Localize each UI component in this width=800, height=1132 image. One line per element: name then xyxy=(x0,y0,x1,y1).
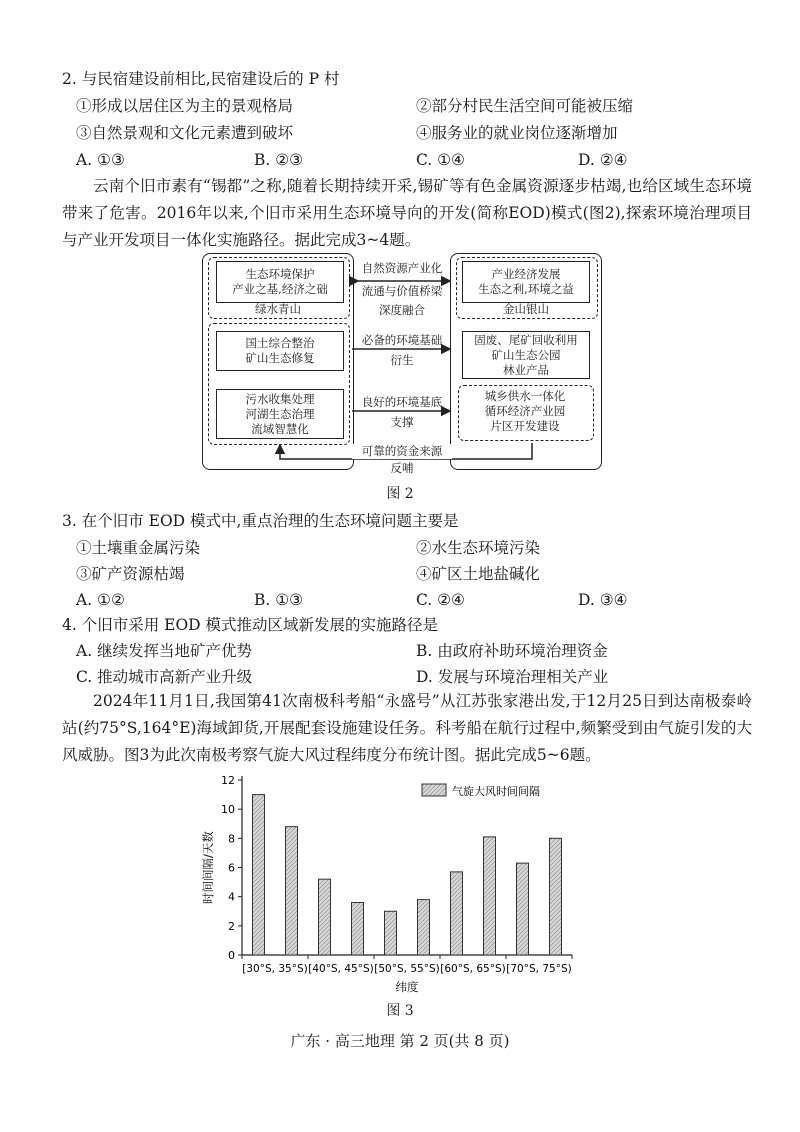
y-tick-label: 10 xyxy=(221,803,235,817)
label-deep-integration: 深度融合 xyxy=(379,303,425,317)
label-mid-mid-1: 必备的环境基础 xyxy=(361,333,443,347)
label-mid-bot-1: 良好的环境基底 xyxy=(361,395,443,409)
y-tick-label: 2 xyxy=(228,919,235,933)
y-tick-label: 0 xyxy=(228,949,235,962)
box-tailings-recycling xyxy=(462,331,590,379)
q3-statement-2: ②水生态环境污染 xyxy=(416,539,541,557)
q2-option-d: D. ②④ xyxy=(578,151,628,169)
label-resource-industrialization: 自然资源产业化 xyxy=(361,261,443,275)
q3-statement-4: ④矿区土地盐碱化 xyxy=(416,565,541,583)
x-tick-label: [30°S, 35°S) xyxy=(242,963,308,975)
x-tick-label: [50°S, 55°S) xyxy=(374,963,440,975)
y-tick-label: 12 xyxy=(221,774,235,787)
passage-eod: 云南个旧市素有“锡都”之称,随着长期持续开采,锡矿等有色金属资源逐步枯竭,也给区域生态环境带来了危害。2016年以来,个旧市采用生态环境导向的开发(简称EOD)模式(图2),探索环境治理项目与产业开发项目一体化实施路径。据此完成3~4题。 xyxy=(62,177,752,249)
q4-option-c: C. 推动城市高新产业升级 xyxy=(76,668,253,686)
label-eco-protection: 生态环境保护 xyxy=(245,267,315,281)
y-tick-label: 4 xyxy=(228,890,235,904)
label-mine-restoration: 矿山生态修复 xyxy=(245,351,315,365)
label-sewage: 污水收集处理 xyxy=(245,391,315,406)
q3-option-c: C. ②④ xyxy=(416,591,465,609)
label-district-dev: 片区开发建设 xyxy=(490,419,560,433)
x-tick-label: [40°S, 45°S) xyxy=(308,963,374,975)
q2-statement-4: ④服务业的就业岗位逐渐增加 xyxy=(416,124,618,142)
figure-2-caption: 图 2 xyxy=(386,486,414,502)
label-tailings: 固废、尾矿回收利用 xyxy=(474,332,578,347)
label-mid-bot-2: 支撑 xyxy=(390,415,414,429)
label-circular-park: 循环经济产业园 xyxy=(484,404,566,418)
figure-3-chart xyxy=(200,770,600,1000)
label-mid-top-2: 流通与价值桥梁 xyxy=(361,284,443,298)
y-axis-title: 时间间隔/天数 xyxy=(201,831,215,904)
x-axis-title: 纬度 xyxy=(395,980,419,994)
q3-statement-3: ③矿产资源枯竭 xyxy=(76,565,185,583)
label-land-remediation: 国土综合整治 xyxy=(245,336,315,350)
legend-swatch xyxy=(422,784,446,796)
label-green-mountains: 绿水青山 xyxy=(255,302,301,316)
y-tick-label: 6 xyxy=(228,861,235,875)
q3-statement-1: ①土壤重金属污染 xyxy=(76,539,201,557)
bar xyxy=(385,911,397,955)
q3-option-d: D. ③④ xyxy=(578,591,628,609)
box-sewage-treatment xyxy=(216,389,344,439)
q2-option-b: B. ②③ xyxy=(254,151,304,169)
q2-statement-1: ①形成以居住区为主的景观格局 xyxy=(76,97,294,115)
bar xyxy=(286,827,298,955)
legend-label: 气旋大风时间间隔 xyxy=(452,785,540,798)
label-mid-mid-2: 衍生 xyxy=(390,353,414,367)
label-funding: 可靠的资金来源 xyxy=(352,444,452,459)
label-water-supply: 城乡供水一体化 xyxy=(484,389,566,403)
box-water-supply xyxy=(458,389,592,434)
q2-statement-2: ②部分村民生活空间可能被压缩 xyxy=(416,97,634,115)
q2-option-a: A. ①③ xyxy=(76,151,125,169)
y-tick-label: 8 xyxy=(228,832,235,846)
bar xyxy=(550,838,562,955)
q3-option-b: B. ①③ xyxy=(254,591,304,609)
bar xyxy=(484,837,496,955)
label-mine-park: 矿山生态公园 xyxy=(491,347,561,362)
q3-stem: 3. 在个旧市 EOD 模式中,重点治理的生态环境问题主要是 xyxy=(62,512,459,530)
q2-statement-3: ③自然景观和文化元素遭到破坏 xyxy=(76,124,294,142)
label-mid-top xyxy=(352,261,452,276)
label-forestry: 林业产品 xyxy=(503,362,549,377)
label-industry-development: 产业经济发展 xyxy=(491,267,561,281)
label-feedback: 反哺 xyxy=(390,461,414,475)
bar xyxy=(253,795,265,955)
bar xyxy=(319,879,331,955)
label-eco-benefit: 生态之利,环境之益 xyxy=(478,282,574,296)
x-tick-label: [60°S, 65°S) xyxy=(440,963,506,975)
bar xyxy=(418,900,430,955)
label-gold-mountains: 金山银山 xyxy=(503,302,549,316)
q4-option-b: B. 由政府补助环境治理资金 xyxy=(416,642,608,660)
q4-stem: 4. 个旧市采用 EOD 模式推动区域新发展的实施路径是 xyxy=(62,616,439,634)
bar xyxy=(352,903,364,956)
figure-3-caption: 图 3 xyxy=(386,1003,414,1019)
page-footer: 广东 · 高三地理 第 2 页(共 8 页) xyxy=(290,1032,510,1050)
q2-option-c: C. ①④ xyxy=(416,151,465,169)
box-industry-development xyxy=(462,261,590,303)
q3-option-a: A. ①② xyxy=(76,591,125,609)
q4-option-d: D. 发展与环境治理相关产业 xyxy=(416,668,609,686)
bar xyxy=(451,872,463,955)
label-river-lake: 河湖生态治理 xyxy=(245,406,315,421)
label-eco-foundation: 产业之基,经济之础 xyxy=(232,282,328,296)
bar xyxy=(517,863,529,955)
x-tick-label: [70°S, 75°S) xyxy=(506,963,572,975)
box-land-remediation xyxy=(216,331,344,371)
q2-stem: 2. 与民宿建设前相比,民宿建设后的 P 村 xyxy=(62,70,340,88)
figure-2-diagram xyxy=(200,253,604,475)
label-smart-basin: 流域智慧化 xyxy=(251,421,309,436)
box-ecological-protection xyxy=(216,261,344,303)
passage-antarctic: 2024年11月1日,我国第41次南极科考船“永盛号”从江苏张家港出发,于12月25日到达南极泰岭站(约75°S,164°E)海域卸货,开展配套设施建设任务。科考船在航行过程中,频繁受到由气旋引发的大风威胁。图3为此次南极考察气旋大风过程纬度分布统计图。据此完成5~6题。 xyxy=(62,692,752,764)
q4-option-a: A. 继续发挥当地矿产优势 xyxy=(76,642,253,660)
